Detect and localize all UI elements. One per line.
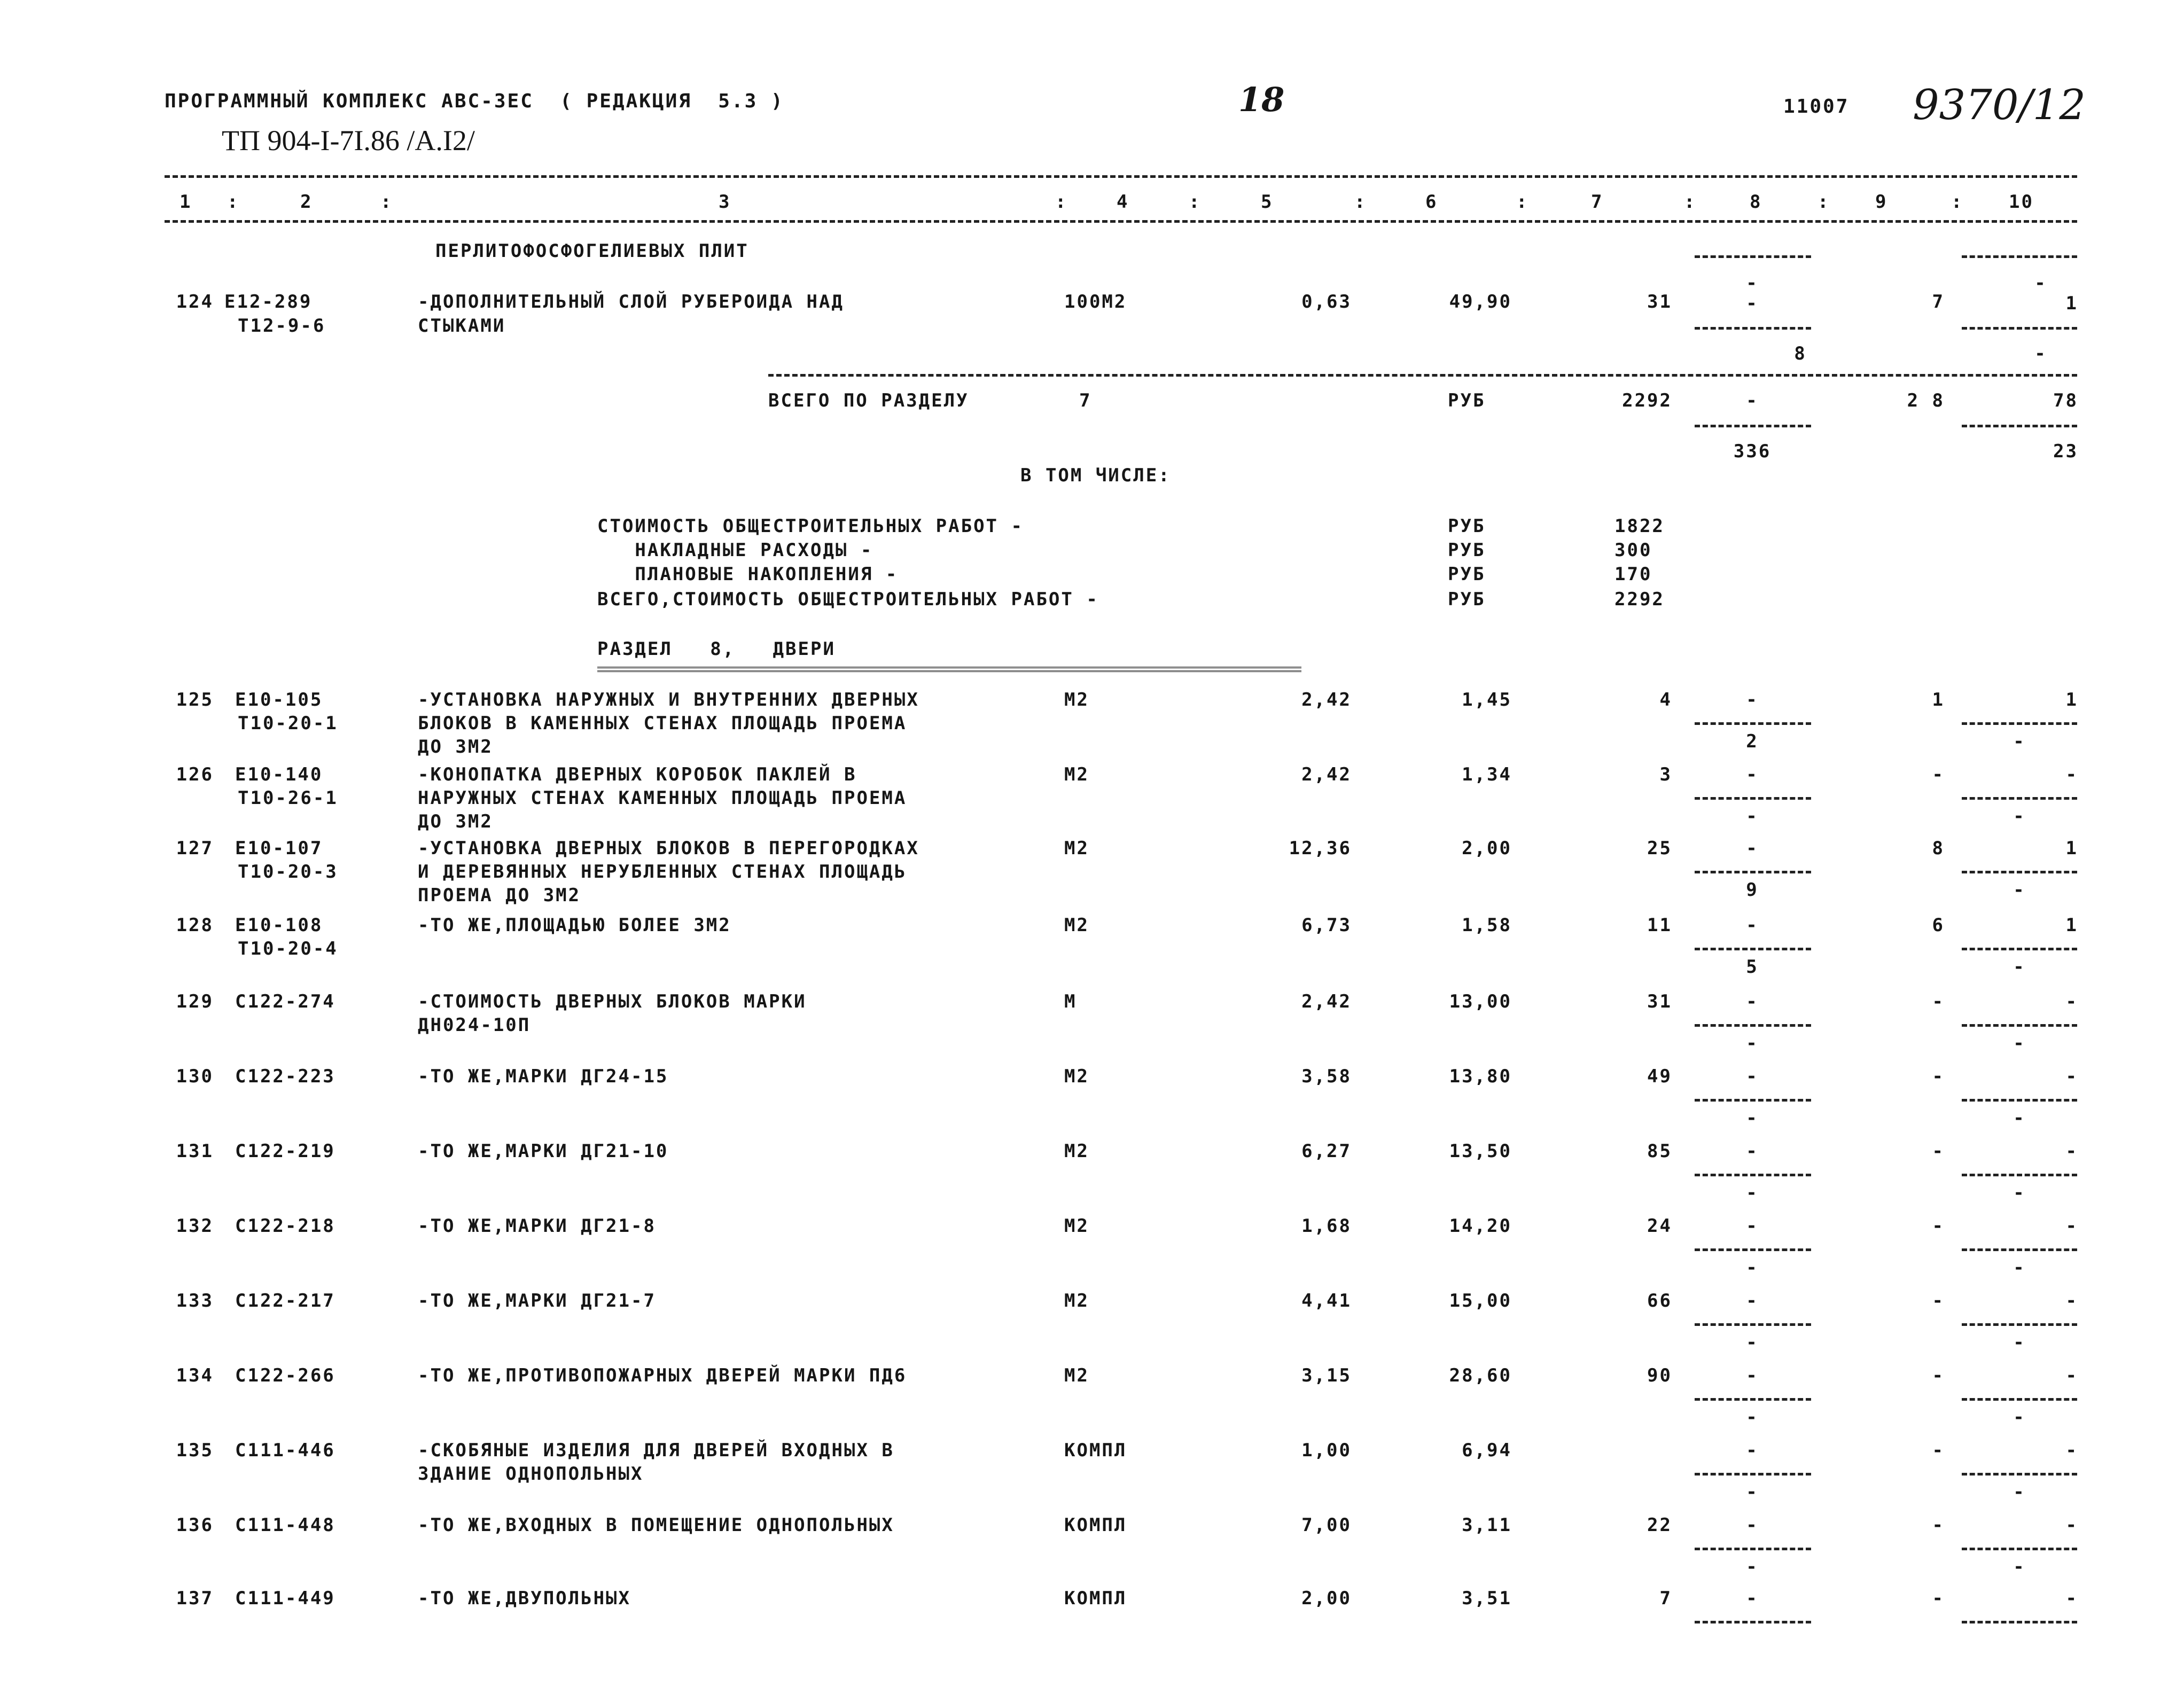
- col-1: 1: [180, 191, 192, 213]
- col-7: 7: [1591, 191, 1604, 213]
- col-sep: :: [380, 191, 393, 213]
- column-10-value: -: [2065, 1215, 2078, 1237]
- norm-code: С122-266: [235, 1365, 336, 1386]
- col-sep: :: [227, 191, 240, 213]
- column-10-value: 1: [2065, 689, 2078, 711]
- fraction-rule: [1962, 1548, 2077, 1550]
- norm-code: С122-217: [235, 1290, 336, 1311]
- quantity: 3,58: [1301, 1066, 1352, 1087]
- column-10-value: 78: [2053, 390, 2078, 411]
- col-sep: :: [1189, 191, 1202, 213]
- column-10-value: -: [2065, 991, 2078, 1012]
- column-10-bottom: -: [2013, 806, 2026, 827]
- col-4: 4: [1117, 191, 1129, 213]
- fraction-rule: [1962, 722, 2077, 725]
- unit: 100М2: [1064, 291, 1127, 313]
- item-description: ЗДАНИЕ ОДНОПОЛЬНЫХ: [418, 1463, 644, 1485]
- column-9: -: [1932, 764, 1945, 785]
- column-10-bottom: -: [2013, 956, 2026, 978]
- column-8-value: -: [1746, 915, 1759, 936]
- fraction-rule: [1962, 1174, 2077, 1176]
- norm-code: С122-218: [235, 1215, 336, 1237]
- item-description: -ТО ЖЕ,МАРКИ ДГ21-8: [418, 1215, 656, 1237]
- section-total-label: ВСЕГО ПО РАЗДЕЛУ: [768, 390, 969, 411]
- continuation-text: ПЕРЛИТОФОСФОГЕЛИЕВЫХ ПЛИТ: [435, 240, 749, 262]
- row-number: 127: [176, 838, 214, 859]
- column-8-bottom: -: [1746, 1107, 1759, 1129]
- column-10-bottom: -: [2013, 1107, 2026, 1129]
- column-10-value: 1: [2065, 915, 2078, 936]
- quantity: 1,68: [1301, 1215, 1352, 1237]
- fraction-rule: [1962, 1024, 2077, 1027]
- column-9: 8: [1932, 838, 1945, 859]
- including-heading: В ТОМ ЧИСЛЕ:: [1020, 465, 1171, 486]
- fraction-rule: [1962, 948, 2077, 950]
- norm-code-secondary: Т10-20-1: [238, 713, 338, 734]
- unit: М2: [1064, 1290, 1089, 1311]
- column-8-value: -: [1746, 764, 1759, 785]
- column-9: -: [1932, 1365, 1945, 1386]
- col-5: 5: [1261, 191, 1274, 213]
- column-8-bottom: -: [1746, 1332, 1759, 1353]
- item-description: -ТО ЖЕ,ДВУПОЛЬНЫХ: [418, 1588, 631, 1609]
- column-8-bottom: 8: [1794, 343, 1807, 364]
- section-total-unit: РУБ: [1448, 390, 1486, 411]
- column-10-value: -: [2065, 1365, 2078, 1386]
- fraction-rule: [1695, 1024, 1811, 1027]
- unit-price: 1,58: [1462, 915, 1512, 936]
- norm-code-secondary: Т12-9-6: [238, 315, 326, 337]
- unit: М2: [1064, 1365, 1089, 1386]
- column-9: 2 8: [1907, 390, 1945, 411]
- col-6: 6: [1425, 191, 1438, 213]
- column-8-bottom: 5: [1746, 956, 1759, 978]
- fraction-rule: [1695, 1621, 1811, 1623]
- column-8-value: -: [1746, 1215, 1759, 1237]
- fraction-rule: [1962, 1621, 2077, 1623]
- column-8-bottom: -: [1746, 1556, 1759, 1578]
- column-8-bottom: -: [1746, 1033, 1759, 1054]
- unit: М: [1064, 991, 1077, 1012]
- item-description: -ДОПОЛНИТЕЛЬНЫЙ СЛОЙ РУБЕРОИДА НАД: [418, 291, 844, 313]
- summary-label: ВСЕГО,СТОИМОСТЬ ОБЩЕСТРОИТЕЛЬНЫХ РАБОТ -: [597, 589, 1099, 610]
- column-8-value: -: [1746, 390, 1759, 411]
- handwritten-reference: 9370/12: [1913, 81, 2086, 129]
- column-9: 1: [1932, 689, 1945, 711]
- column-8-value: -: [1746, 293, 1759, 314]
- fraction-rule: [1695, 871, 1811, 873]
- unit: М2: [1064, 915, 1089, 936]
- column-8-value: -: [1746, 1290, 1759, 1311]
- col-3: 3: [719, 191, 731, 213]
- col-sep: :: [1516, 191, 1529, 213]
- quantity: 6,73: [1301, 915, 1352, 936]
- col-sep: :: [1818, 191, 1830, 213]
- fraction-rule: [1695, 1398, 1811, 1401]
- item-description: -УСТАНОВКА НАРУЖНЫХ И ВНУТРЕННИХ ДВЕРНЫХ: [418, 689, 919, 711]
- quantity: 6,27: [1301, 1141, 1352, 1162]
- col-2: 2: [300, 191, 313, 213]
- unit-price: 13,50: [1449, 1141, 1512, 1162]
- column-8-value: -: [1746, 1588, 1759, 1609]
- section-total-number: 7: [1079, 390, 1092, 411]
- row-number: 134: [176, 1365, 214, 1386]
- unit-price: 28,60: [1449, 1365, 1512, 1386]
- column-10-value: -: [2065, 1440, 2078, 1461]
- unit-price: 3,11: [1462, 1514, 1512, 1536]
- section-total-rule: [768, 374, 2077, 377]
- row-number: 133: [176, 1290, 214, 1311]
- norm-code: С122-223: [235, 1066, 336, 1087]
- norm-code: С111-448: [235, 1514, 336, 1536]
- column-10-bottom: -: [2013, 1033, 2026, 1054]
- col-8: 8: [1750, 191, 1762, 213]
- summary-value: 300: [1614, 540, 1652, 561]
- column-9: -: [1932, 1290, 1945, 1311]
- total-cost: 7: [1659, 1588, 1672, 1609]
- item-description: -ТО ЖЕ,МАРКИ ДГ24-15: [418, 1066, 669, 1087]
- summary-label: СТОИМОСТЬ ОБЩЕСТРОИТЕЛЬНЫХ РАБОТ -: [597, 516, 1024, 537]
- fraction-rule: [1695, 327, 1811, 330]
- quantity: 4,41: [1301, 1290, 1352, 1311]
- column-10-value: 1: [2065, 838, 2078, 859]
- norm-code-secondary: Т10-20-4: [238, 938, 338, 959]
- fraction-rule: [1962, 327, 2077, 330]
- row-number: 135: [176, 1440, 214, 1461]
- page-number: 18: [1238, 80, 1285, 119]
- item-description: -УСТАНОВКА ДВЕРНЫХ БЛОКОВ В ПЕРЕГОРОДКАХ: [418, 838, 919, 859]
- norm-code: С122-219: [235, 1141, 336, 1162]
- row-number: 124: [176, 291, 214, 313]
- column-8-bottom: 9: [1746, 879, 1759, 901]
- unit-price: 13,80: [1449, 1066, 1512, 1087]
- total-cost: 25: [1647, 838, 1672, 859]
- unit: КОМПЛ: [1064, 1588, 1127, 1609]
- total-cost: 4: [1659, 689, 1672, 711]
- column-9: 6: [1932, 915, 1945, 936]
- unit: М2: [1064, 1215, 1089, 1237]
- column-10-bottom: -: [2013, 1332, 2026, 1353]
- fraction-rule: [1962, 1248, 2077, 1251]
- quantity: 3,15: [1301, 1365, 1352, 1386]
- unit-price: 1,45: [1462, 689, 1512, 711]
- item-description: ПРОЕМА ДО 3М2: [418, 885, 581, 906]
- fraction-rule: [1962, 1398, 2077, 1401]
- fraction-rule: [1695, 1473, 1811, 1475]
- section-heading-underline: [597, 667, 1301, 672]
- col-sep: :: [1684, 191, 1697, 213]
- total-cost: 3: [1659, 764, 1672, 785]
- column-8-value: -: [1746, 689, 1759, 711]
- column-10-value: -: [2065, 1588, 2078, 1609]
- norm-code-secondary: Т10-20-3: [238, 861, 338, 883]
- fraction-rule: [1695, 1323, 1811, 1326]
- section-total-value: 2292: [1622, 390, 1672, 411]
- unit: КОМПЛ: [1064, 1514, 1127, 1536]
- column-10-value: -: [2065, 1290, 2078, 1311]
- summary-value: 170: [1614, 564, 1652, 585]
- unit-price: 13,00: [1449, 991, 1512, 1012]
- fraction-rule: [1962, 797, 2077, 800]
- norm-code: С111-446: [235, 1440, 336, 1461]
- column-8-bottom: -: [1746, 1407, 1759, 1428]
- section-heading: РАЗДЕЛ 8, ДВЕРИ: [597, 638, 836, 660]
- column-9: -: [1932, 1141, 1945, 1162]
- norm-code: Е12-289: [224, 291, 313, 313]
- norm-code: Е10-107: [235, 838, 323, 859]
- column-10-bottom: 23: [2053, 441, 2078, 462]
- unit: М2: [1064, 838, 1089, 859]
- unit: М2: [1064, 689, 1089, 711]
- quantity: 7,00: [1301, 1514, 1352, 1536]
- unit-price: 1,34: [1462, 764, 1512, 785]
- item-description: -КОНОПАТКА ДВЕРНЫХ КОРОБОК ПАКЛЕЙ В: [418, 764, 857, 785]
- column-10-bottom: -: [2013, 1556, 2026, 1578]
- unit-price: 14,20: [1449, 1215, 1512, 1237]
- row-number: 128: [176, 915, 214, 936]
- summary-unit: РУБ: [1448, 516, 1486, 537]
- column-9: -: [1932, 1514, 1945, 1536]
- fraction-rule: [1962, 871, 2077, 873]
- item-description: -ТО ЖЕ,ПЛОЩАДЬЮ БОЛЕЕ 3М2: [418, 915, 731, 936]
- unit: КОМПЛ: [1064, 1440, 1127, 1461]
- fraction-rule: [1962, 1323, 2077, 1326]
- fraction-rule: [1695, 797, 1811, 800]
- quantity: 2,42: [1301, 764, 1352, 785]
- column-9: 7: [1932, 291, 1945, 313]
- header-rule-top: [165, 175, 2077, 178]
- fraction-rule: [1695, 425, 1811, 427]
- column-8-bottom: -: [1746, 1257, 1759, 1278]
- fraction-rule: [1962, 1099, 2077, 1102]
- norm-code: С111-449: [235, 1588, 336, 1609]
- column-9: -: [1932, 1066, 1945, 1087]
- column-10-bottom: -: [2013, 1481, 2026, 1503]
- continuation-rule: [1962, 255, 2077, 258]
- row-number: 126: [176, 764, 214, 785]
- column-8-bottom: 2: [1746, 731, 1759, 752]
- project-reference: ТП 904-I-7I.86 /А.I2/: [222, 124, 475, 157]
- row-number: 132: [176, 1215, 214, 1237]
- row-number: 137: [176, 1588, 214, 1609]
- row-number: 129: [176, 991, 214, 1012]
- fraction-rule: [1962, 1473, 2077, 1475]
- unit: М2: [1064, 1066, 1089, 1087]
- col-9: 9: [1875, 191, 1888, 213]
- summary-unit: РУБ: [1448, 564, 1486, 585]
- summary-label: ПЛАНОВЫЕ НАКОПЛЕНИЯ -: [597, 564, 899, 585]
- unit-price: 3,51: [1462, 1588, 1512, 1609]
- item-description: БЛОКОВ В КАМЕННЫХ СТЕНАХ ПЛОЩАДЬ ПРОЕМА: [418, 713, 907, 734]
- column-8-bottom: -: [1746, 806, 1759, 827]
- fraction-rule: [1695, 948, 1811, 950]
- norm-code: С122-274: [235, 991, 336, 1012]
- fraction-rule: [1695, 722, 1811, 725]
- column-8-bottom: -: [1746, 1182, 1759, 1204]
- col-sep: :: [1055, 191, 1068, 213]
- quantity: 2,42: [1301, 991, 1352, 1012]
- item-description: -ТО ЖЕ,МАРКИ ДГ21-10: [418, 1141, 669, 1162]
- unit-price: 2,00: [1462, 838, 1512, 859]
- unit-price: 6,94: [1462, 1440, 1512, 1461]
- item-description: -ТО ЖЕ,ВХОДНЫХ В ПОМЕЩЕНИЕ ОДНОПОЛЬНЫХ: [418, 1514, 894, 1536]
- column-8-value: -: [1746, 1440, 1759, 1461]
- column-10-bottom: -: [2034, 343, 2047, 364]
- summary-label: НАКЛАДНЫЕ РАСХОДЫ -: [597, 540, 873, 561]
- column-8-bottom: 336: [1733, 441, 1772, 462]
- unit-price: 15,00: [1449, 1290, 1512, 1311]
- fraction-rule: [1962, 425, 2077, 427]
- column-10-value: -: [2065, 1141, 2078, 1162]
- column-8-value: -: [1746, 838, 1759, 859]
- item-description: -СКОБЯНЫЕ ИЗДЕЛИЯ ДЛЯ ДВЕРЕЙ ВХОДНЫХ В: [418, 1440, 894, 1461]
- header-rule-bottom: [165, 220, 2077, 223]
- column-8-top: -: [1746, 272, 1759, 294]
- column-9: -: [1932, 1215, 1945, 1237]
- quantity: 0,63: [1301, 291, 1352, 313]
- document-code: 11007: [1783, 96, 1850, 118]
- fraction-rule: [1695, 1174, 1811, 1176]
- column-10-bottom: -: [2013, 1407, 2026, 1428]
- program-title: ПРОГРАММНЫЙ КОМПЛЕКС АВС-ЗЕС ( РЕДАКЦИЯ 5.3 ): [165, 90, 784, 112]
- col-10: 10: [2009, 191, 2034, 213]
- summary-value: 2292: [1614, 589, 1665, 610]
- col-sep: :: [1951, 191, 1964, 213]
- col-sep: :: [1354, 191, 1367, 213]
- summary-unit: РУБ: [1448, 540, 1486, 561]
- item-description: ДО 3М2: [418, 736, 493, 758]
- item-description: СТЫКАМИ: [418, 315, 506, 337]
- item-description: ДН024-10П: [418, 1014, 531, 1036]
- row-number: 125: [176, 689, 214, 711]
- column-10-value: -: [2065, 1066, 2078, 1087]
- column-10-bottom: -: [2013, 1257, 2026, 1278]
- unit: М2: [1064, 1141, 1089, 1162]
- item-description: И ДЕРЕВЯННЫХ НЕРУБЛЕННЫХ СТЕНАХ ПЛОЩАДЬ: [418, 861, 907, 883]
- column-10-value: -: [2065, 764, 2078, 785]
- item-description: -СТОИМОСТЬ ДВЕРНЫХ БЛОКОВ МАРКИ: [418, 991, 807, 1012]
- column-9: -: [1932, 1440, 1945, 1461]
- total-cost: 22: [1647, 1514, 1672, 1536]
- column-9: -: [1932, 1588, 1945, 1609]
- column-10-value: -: [2065, 1514, 2078, 1536]
- column-10-bottom: -: [2013, 731, 2026, 752]
- row-number: 136: [176, 1514, 214, 1536]
- summary-value: 1822: [1614, 516, 1665, 537]
- unit-price: 49,90: [1449, 291, 1512, 313]
- total-cost: 24: [1647, 1215, 1672, 1237]
- summary-unit: РУБ: [1448, 589, 1486, 610]
- column-10-value: 1: [2065, 293, 2078, 314]
- column-8-value: -: [1746, 1365, 1759, 1386]
- quantity: 12,36: [1289, 838, 1352, 859]
- total-cost: 11: [1647, 915, 1672, 936]
- column-8-value: -: [1746, 1514, 1759, 1536]
- row-number: 130: [176, 1066, 214, 1087]
- column-10-top: -: [2034, 272, 2047, 294]
- fraction-rule: [1695, 1548, 1811, 1550]
- total-cost: 66: [1647, 1290, 1672, 1311]
- column-9: -: [1932, 991, 1945, 1012]
- item-description: -ТО ЖЕ,МАРКИ ДГ21-7: [418, 1290, 656, 1311]
- column-8-value: -: [1746, 1066, 1759, 1087]
- column-10-bottom: -: [2013, 1182, 2026, 1204]
- total-cost: 90: [1647, 1365, 1672, 1386]
- item-description: НАРУЖНЫХ СТЕНАХ КАМЕННЫХ ПЛОЩАДЬ ПРОЕМА: [418, 787, 907, 809]
- norm-code: Е10-108: [235, 915, 323, 936]
- total-cost: 49: [1647, 1066, 1672, 1087]
- total-cost: 31: [1647, 291, 1672, 313]
- total-cost: 31: [1647, 991, 1672, 1012]
- column-8-value: -: [1746, 1141, 1759, 1162]
- column-10-bottom: -: [2013, 879, 2026, 901]
- item-description: ДО 3М2: [418, 811, 493, 832]
- column-8-value: -: [1746, 991, 1759, 1012]
- fraction-rule: [1695, 1248, 1811, 1251]
- quantity: 1,00: [1301, 1440, 1352, 1461]
- norm-code: Е10-140: [235, 764, 323, 785]
- quantity: 2,00: [1301, 1588, 1352, 1609]
- item-description: -ТО ЖЕ,ПРОТИВОПОЖАРНЫХ ДВЕРЕЙ МАРКИ ПД6: [418, 1365, 907, 1386]
- continuation-rule: [1695, 255, 1811, 258]
- total-cost: 85: [1647, 1141, 1672, 1162]
- quantity: 2,42: [1301, 689, 1352, 711]
- norm-code-secondary: Т10-26-1: [238, 787, 338, 809]
- norm-code: Е10-105: [235, 689, 323, 711]
- column-8-bottom: -: [1746, 1481, 1759, 1503]
- fraction-rule: [1695, 1099, 1811, 1102]
- row-number: 131: [176, 1141, 214, 1162]
- unit: М2: [1064, 764, 1089, 785]
